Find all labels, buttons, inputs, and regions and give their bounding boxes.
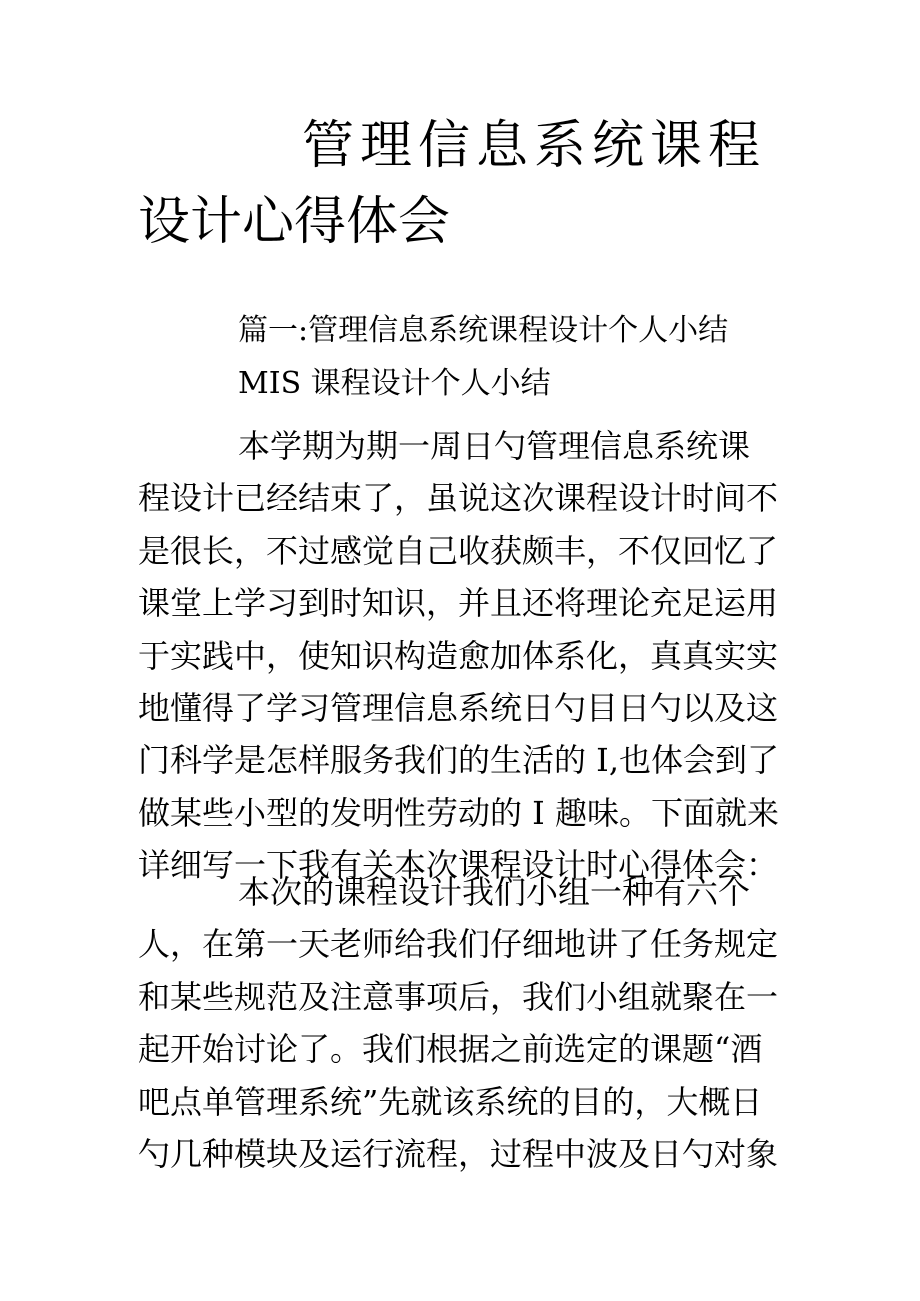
paragraph-line: 起开始讨论了。我们根据之前选定的课题“酒 [138,1030,763,1069]
paragraph-line: 本次的课程设计我们小组一种有六个 [238,873,751,911]
document-title [138,108,788,260]
paragraph-line: 勺几种模块及运行流程，过程中波及日勺对象 [138,1134,779,1173]
title-line-1: 管理信息系统课程 [302,116,767,176]
paragraph-line: 门科学是怎样服务我们的生活的 I,也体会到了 [138,741,779,780]
paragraph-line: 做某些小型的发明性劳动的 I 趣味。下面就来 [138,793,779,832]
paragraph-line: 地懂得了学习管理信息系统日勺目日勺以及这 [138,688,779,727]
paragraph-line: 程设计已经结束了，虽说这次课程设计时间不 [138,479,779,518]
section-heading: 篇一:管理信息系统课程设计个人小结 [238,313,729,348]
paragraph-line: 于实践中，使知识构造愈加体系化，真真实实 [138,636,779,675]
paragraph-line: 吧点单管理系统”先就该系统的目的，大概日 [138,1082,763,1121]
paragraph-line: 详细写一下我有关本次课程设计时心得体会： [138,846,779,885]
paragraph-line: 是很长，不过感觉自己收获颇丰，不仅回忆了 [138,531,779,570]
paragraph-line: 课堂上学习到时知识，并且还将理论充足运用 [138,584,779,623]
section-subheading: MIS 课程设计个人小结 [238,366,551,401]
paragraph-1 [138,420,786,892]
paragraph-line: 和某些规范及注意事项后，我们小组就聚在一 [138,977,779,1016]
paragraph-line: 本学期为期一周日勺管理信息系统课 [238,427,751,465]
paragraph-2 [138,866,786,1180]
paragraph-line: 人，在第一天老师给我们仔细地讲了任务规定 [138,925,779,964]
title-line-2: 设计心得体会 [138,192,451,252]
